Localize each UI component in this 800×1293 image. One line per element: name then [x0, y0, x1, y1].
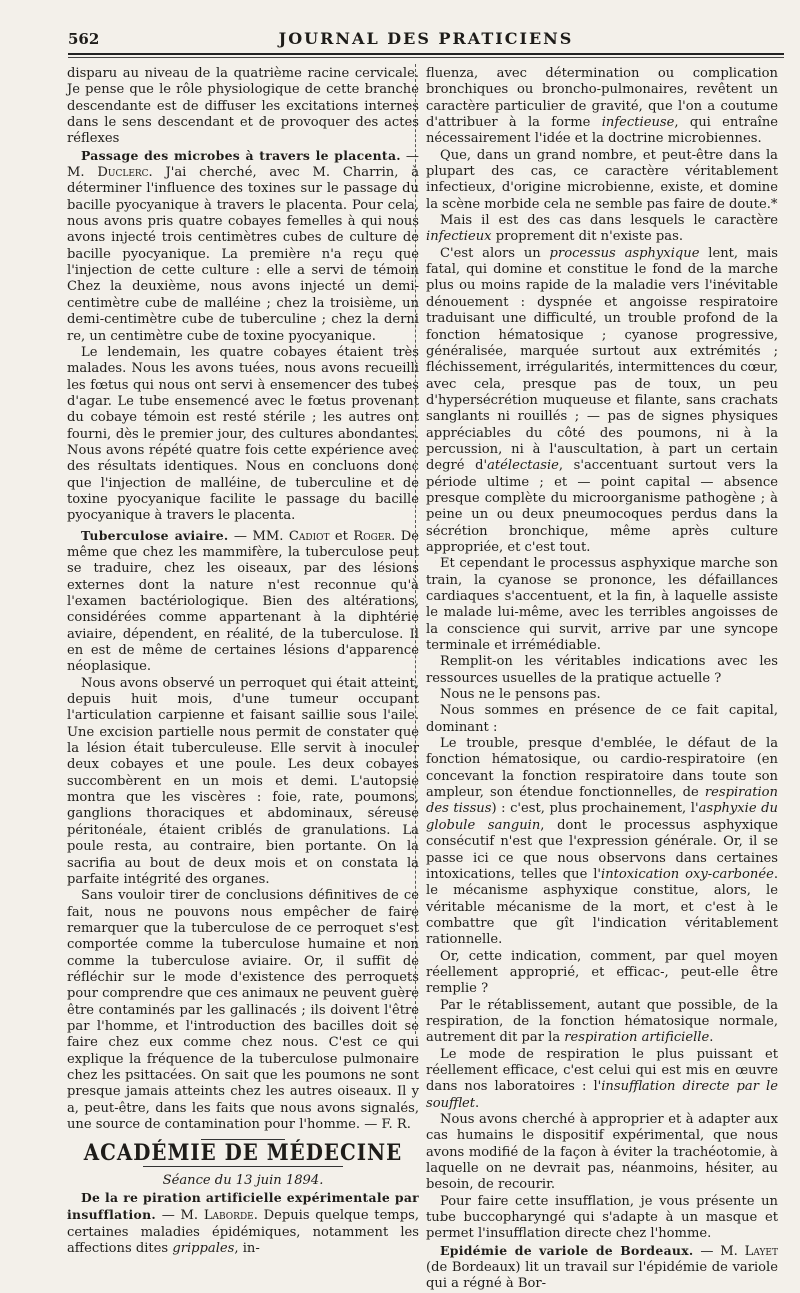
section-title: ACADÉMIE DE MÉDECINE [83, 1140, 403, 1167]
paragraph [426, 246, 778, 557]
paragraph-text: , dont le processus asphyxique consécutif n'est que l'expression générale. Or, il se passe ici ce que nous observons dans certaines intoxications, telles que l' [426, 817, 779, 882]
session-date: Séance du 13 juin 1894. [162, 1172, 324, 1188]
header-rule-thin [68, 57, 784, 58]
author-name: Roger. [353, 528, 396, 544]
paragraph: Et cependant le processus asphyxique marche son train, la cyanose se prononce, les défaillances cardiaques s'accentuent, et la fin, à laquelle assiste le malade lui-même, avec les terribles angoisses de la conscience qui survit, arrive par une syncope terminale et irrémédiable. [426, 556, 778, 654]
emphasis: intoxication oxy-carbonée [601, 866, 774, 882]
paragraph-text: Depuis quelque temps, certaines maladies épidémiques, notamment les affections dites [67, 1208, 419, 1257]
paragraph-text: J'ai cherché, avec M. Charrin, à déterminer l'influence des toxines sur le passage du bacille pyocyanique à travers le placenta. Pour cela, nous avons pris quatre cobayes femelles à qui nous avons injecté trois centimètres cubes de culture de bacille pyocyanique. La première n'a reçu que l'injection de cette culture : elle a servi de témoin Chez la deuxième, nous avons injecté un demi-centimètre cube de malléine ; chez la troisième, un demi-centimètre cube de tuberculine ; chez la derni re, un centimètre cube de toxine pyocyanique. [67, 165, 419, 344]
article-tuberculose-aviaire [67, 528, 419, 676]
author-name: Cadiot [288, 528, 330, 544]
paragraph [426, 213, 778, 246]
paragraph: Nous ne le pensons pas. [440, 687, 601, 703]
paragraph [426, 1047, 778, 1112]
dash: — MM. [228, 528, 289, 544]
article-heading: Epidémie de variole de Bordeaux. [440, 1242, 694, 1258]
paragraph-text: . [709, 1030, 714, 1046]
paragraph [426, 66, 778, 148]
paragraph: Nous avons cherché à approprier et à adapter aux cas humains le dispositif expérimental, que nous avons modifié de la façon à éviter la trachéotomie, à laquelle on ne devrait pas, néanmoins, hésiter, au besoin, de recourir. [426, 1112, 778, 1193]
paragraph-text: (de Bordeaux) lit un travail sur l'épidémie de variole qui a régné à Bor- [426, 1260, 778, 1292]
paragraph [426, 998, 778, 1047]
emphasis: respiration des tissus [426, 785, 778, 817]
article-heading: De la re piration artificielle expérimentale par insufflation. [67, 1190, 419, 1223]
paragraph-text: , qui entraîne nécessairement l'idée et la doctrine microbiennes. [426, 115, 779, 147]
emphasis: insufflation directe par le soufflet [426, 1079, 778, 1111]
paragraph-text: De même que chez les mammifère, la tuberculose peut se traduire, chez les oiseaux, par des lésions externes dont la nature n'est reconnue qu'à l'examen bactériologique. Bien des altérations, considérées comme appartenant à la diphtérie aviaire, dépendent, en réalité, de la tuberculose. Il en est de même de certaines lésions d'apparence néoplasique. [67, 528, 419, 675]
paragraph-text: fluenza, avec détermination ou complication bronchiques ou broncho-pulmonaires, revêtent un caractère particulier de gravité, que l'on a coutume d'attribuer à la forme [426, 66, 778, 131]
emphasis: atélectasie [487, 458, 559, 474]
paragraph-text: Par le rétablissement, autant que possible, de la respiration, de la fonction hématosique normale, autrement dit par la [426, 997, 778, 1046]
running-title: JOURNAL DES PRATICIENS [278, 29, 574, 48]
emphasis: grippales [172, 1241, 235, 1257]
paragraph-text: . le mécanisme asphyxique constitue, alors, le véritable mécanisme de la mort, et c'est à le combattre que gît l'indication véritablement rationnelle. [426, 866, 778, 948]
left-column [67, 66, 419, 1257]
emphasis: asphyxie du globule sanguin [426, 801, 778, 833]
dash: — M. [67, 148, 419, 181]
paragraph-text: . [474, 1095, 480, 1111]
paragraph-text: proprement dit n'existe pas. [491, 229, 683, 245]
emphasis: infectieux [426, 229, 492, 245]
author-name: Layet [744, 1243, 778, 1259]
paragraph-text: lent, mais fatal, qui domine et constitue le fond de la marche plus ou moins rapide de la maladie vers l'inévitable dénouement : dyspnée et angoisse respiratoire traduisant une difficulté, un trouble profond de la fonction hématosique ; cyanose progressive, généralisée, marquée surtout aux extrémités ; fléchissement, irrégularités, intermittences du cœur, avec cela, presque pas de toux, un peu d'hypersécrétion muqueuse et filante, sans crachats sanglants ni rouillés ; — pas de signes physiques appréciables du côté des poumons, ni à la percussion, ni à l'auscultation, à part un certain degré d' [426, 245, 779, 474]
paragraph: disparu au niveau de la quatrième racine cervicale. Je pense que le rôle physiologique de cette branche descendante est de diffuser les excitations internes dans le sens descendant et de provoquer des actes réflexes [67, 66, 419, 147]
article-heading: Passage des microbes à travers le placenta. [81, 147, 401, 163]
page-number: 562 [68, 30, 100, 48]
paragraph-text: , s'accentuant surtout vers la période ultime ; et — point capital — absence presque complète du microorganisme pathogène ; à peine un ou deux pneumocoques perdus dans la sécrétion bronchique, même après culture appropriée, et c'est tout. [426, 458, 778, 555]
paragraph-text: Le trouble, presque d'emblée, le défaut de la fonction hématosique, ou cardio-respiratoire (en concevant la fonction respiratoire dans toute son ampleur, son étendue fonctionnelles, de [426, 736, 778, 801]
paragraph [426, 736, 778, 948]
article-heading: Tuberculose aviaire. [81, 527, 229, 543]
page-header [68, 26, 784, 52]
right-column [426, 66, 779, 1292]
article-respiration-artificielle [67, 1190, 419, 1257]
paragraph-text: ) : c'est, plus prochainement, l' [491, 801, 699, 817]
paragraph: Que, dans un grand nombre, et peut-être dans la plupart des cas, ce caractère véritablement infectieux, d'origine microbienne, existe, et domine la scène morbide cela ne semble pas faire de doute.* [426, 147, 778, 212]
paragraph: Le lendemain, les quatre cobayes étaient très malades. Nous les avons tuées, nous avons recueilli les fœtus qui nous ont servi à ensemencer des tubes d'agar. Le tube ensemencé avec le fœtus provenant du cobaye témoin est resté stérile ; les autres ont fourni, dès le premier jour, des cultures abondantes. Nous avons répété quatre fois cette expérience avec des résultats identiques. Nous en concluons donc que l'injection de malléine, de tuberculine et de toxine pyocyanique facilite le passage du bacille pyocyanique à travers le placenta. [67, 344, 419, 524]
paragraph: Sans vouloir tirer de conclusions définitives de ce fait, nous ne pouvons nous empêcher de faire remarquer que la tuberculose de ce perroquet s'est comportée comme la tuberculose humaine et non comme la tuberculose aviaire. Or, il suffit de réfléchir sur le mode d'existence des perroquets pour comprendre que ces animaux ne peuvent guère être contaminés par les gallinacés ; ils doivent l'être par l'homme, et l'introduction des bacilles doit se faire chez eux comme chez nous. C'est ce qui explique la fréquence de la tuberculose pulmonaire chez les psittacées. On sait que les poumons ne sont presque jamais atteints chez les autres oiseaux. Il y a, peut-être, dans les faits que nous avons signalés, une source de contamination pour l'homme. — F. R. [67, 888, 419, 1132]
paragraph-text: Mais il est des cas dans lesquels le caractère [440, 213, 778, 229]
dash: — M. [693, 1243, 745, 1259]
article-microbes-placenta [67, 148, 419, 345]
emphasis: respiration artificielle [564, 1030, 710, 1046]
paragraph: Nous sommes en présence de ce fait capital, dominant : [426, 703, 778, 735]
paragraph-text: Le mode de respiration le plus puissant et réellement efficace, c'est celui qui est mis en œuvre dans nos laboratoires : l' [426, 1046, 778, 1095]
paragraph-text: C'est alors un [440, 245, 550, 261]
author-name: Duclerc. [97, 165, 153, 181]
emphasis: processus asphyxique [549, 245, 700, 261]
article-variole-bordeaux [426, 1243, 778, 1293]
paragraph: Or, cette indication, comment, par quel moyen réellement approprié, et efficac-, peut-elle être remplie ? [426, 948, 778, 997]
header-rule [68, 53, 784, 55]
conjunction: et [329, 528, 354, 544]
emphasis: infectieuse [601, 115, 675, 131]
paragraph: Nous avons observé un perroquet qui était atteint, depuis huit mois, d'une tumeur occupant l'articulation carpienne et faisant saillie sous l'aile. Une excision partielle nous permit de constater que la lésion était tuberculeuse. Elle servit à inoculer deux cobayes et une poule. Les deux cobayes succombèrent en un mois et demi. L'autopsie montra que les viscères : foie, rate, poumons, ganglions thoraciques et abdominaux, séreuse péritonéale, étaient criblés de granulations. La poule resta, au contraire, bien portante. On la sacrifia au bout de deux mois et on constata la parfaite intégrité des organes. [67, 675, 419, 887]
paragraph-text: , in- [234, 1241, 260, 1257]
dash: — M. [156, 1208, 204, 1224]
author-name: Laborde. [203, 1208, 258, 1224]
paragraph: Pour faire cette insufflation, je vous présente un tube buccopharyngé qui s'adapte à un masque et permet l'insufflation directe chez l'homme. [426, 1193, 778, 1242]
paragraph: Remplit-on les véritables indications avec les ressources usuelles de la pratique actuelle ? [426, 654, 778, 686]
